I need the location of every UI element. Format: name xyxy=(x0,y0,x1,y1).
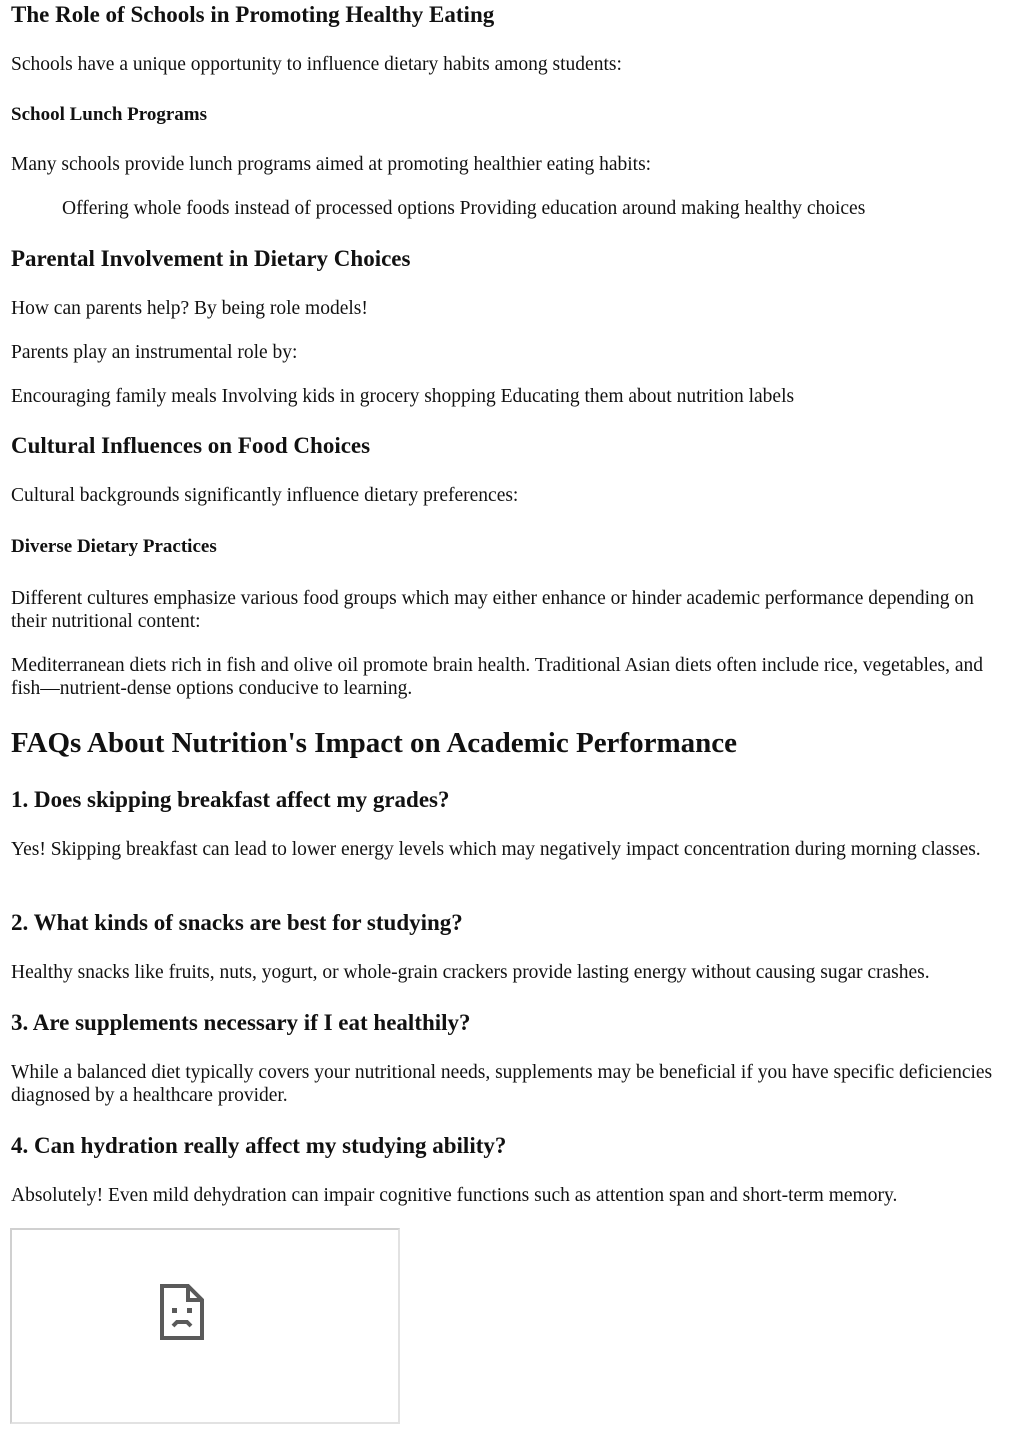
parents-question: How can parents help? By being role models! xyxy=(11,298,368,319)
lunch-programs-list: Offering whole foods instead of processed options Providing education around making healthy choices xyxy=(62,198,866,219)
section-heading-parents: Parental Involvement in Dietary Choices xyxy=(11,246,411,271)
parents-intro: Parents play an instrumental role by: xyxy=(11,342,298,363)
subheading-lunch-programs: School Lunch Programs xyxy=(11,104,208,125)
faq-answer: Yes! Skipping breakfast can lead to lower energy levels which may negatively impact concentration during morning classes. xyxy=(11,839,981,860)
schools-intro: Schools have a unique opportunity to influence dietary habits among students: xyxy=(11,54,622,75)
faq-heading: FAQs About Nutrition's Impact on Academic Performance xyxy=(11,727,737,759)
diverse-practices-examples: Mediterranean diets rich in fish and olive oil promote brain health. Traditional Asian diets often include rice, vegetables, and fish—nutrient-dense options conducive to learning. xyxy=(11,655,984,699)
embedded-frame[interactable] xyxy=(10,1228,400,1424)
faq-question: 4. Can hydration really affect my studying ability? xyxy=(11,1133,507,1158)
broken-document-icon xyxy=(158,1284,206,1340)
section-heading-schools: The Role of Schools in Promoting Healthy Eating xyxy=(11,2,495,27)
diverse-practices-text: Different cultures emphasize various food groups which may either enhance or hinder academic performance depending on their nutritional content: xyxy=(11,588,974,632)
parents-list: Encouraging family meals Involving kids in grocery shopping Educating them about nutrition labels xyxy=(11,386,795,407)
faq-question: 2. What kinds of snacks are best for studying? xyxy=(11,910,463,935)
faq-question: 1. Does skipping breakfast affect my grades? xyxy=(11,787,450,812)
faq-answer: Absolutely! Even mild dehydration can impair cognitive functions such as attention span and short-term memory. xyxy=(11,1185,898,1206)
faq-answer: Healthy snacks like fruits, nuts, yogurt, or whole-grain crackers provide lasting energy without causing sugar crashes. xyxy=(11,962,930,983)
faq-answer: While a balanced diet typically covers your nutritional needs, supplements may be beneficial if you have specific deficiencies diagnosed by a healthcare provider. xyxy=(11,1062,993,1106)
subheading-diverse-practices: Diverse Dietary Practices xyxy=(11,536,217,557)
faq-question: 3. Are supplements necessary if I eat healthily? xyxy=(11,1010,471,1035)
culture-intro: Cultural backgrounds significantly influence dietary preferences: xyxy=(11,485,519,506)
section-heading-culture: Cultural Influences on Food Choices xyxy=(11,433,371,458)
lunch-programs-text: Many schools provide lunch programs aimed at promoting healthier eating habits: xyxy=(11,154,652,175)
